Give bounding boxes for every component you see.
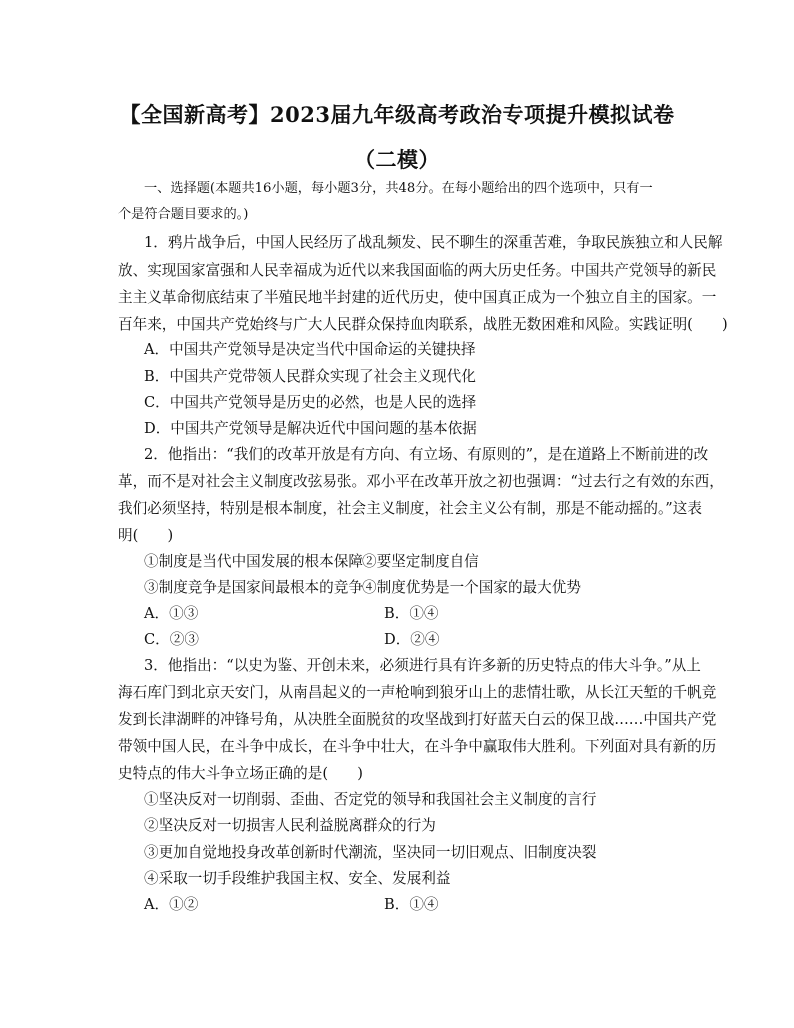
q1-stem-line: 1．鸦片战争后，中国人民经历了战乱频发、民不聊生的深重苦难，争取民族独立和人民解 bbox=[144, 234, 723, 251]
q1-option-a: A．中国共产党领导是决定当代中国命运的关键抉择 bbox=[144, 341, 476, 358]
q3-stem-line: 带领中国人民，在斗争中成长，在斗争中壮大，在斗争中赢取伟大胜利。下列面对具有新的历 bbox=[118, 738, 717, 755]
q2-option-c: C．②③ bbox=[144, 631, 199, 648]
q1-stem-line: 主主义革命彻底结束了半殖民地半封建的近代历史，使中国真正成为一个独立自主的国家。一 bbox=[118, 289, 717, 306]
q1-option-b: B．中国共产党带领人民群众实现了社会主义现代化 bbox=[144, 368, 476, 385]
q3-item-3: ③更加自觉地投身改革创新时代潮流，坚决同一切旧观点、旧制度决裂 bbox=[144, 844, 597, 861]
q2-stem-line: 革，而不是对社会主义制度改弦易张。邓小平在改革开放之初也强调：“过去行之有效的东西， bbox=[118, 473, 724, 490]
q3-stem-line: 发到长津湖畔的冲锋号角，从决胜全面脱贫的攻坚战到打好蓝天白云的保卫战……中国共产党 bbox=[118, 711, 717, 728]
document-title: 【全国新高考】2023届九年级高考政治专项提升模拟试卷 bbox=[119, 102, 675, 127]
section-instructions-cont: 个是符合题目要求的。) bbox=[118, 207, 249, 222]
section-instructions: 一、选择题(本题共16小题，每小题3分，共48分。在每小题给出的四个选项中，只有一 bbox=[144, 181, 653, 196]
q2-option-d: D．②④ bbox=[384, 631, 440, 648]
q3-stem-line: 3．他指出：“以史为鉴、开创未来，必须进行具有许多新的历史特点的伟大斗争。”从上 bbox=[144, 657, 701, 674]
q2-item-1: ①制度是当代中国发展的根本保障 bbox=[144, 553, 363, 570]
q2-item-3: ③制度竞争是国家间最根本的竞争 bbox=[144, 579, 363, 596]
document-subtitle: （二模） bbox=[354, 147, 440, 172]
q3-option-a: A．①② bbox=[144, 896, 199, 913]
q3-stem-line: 史特点的伟大斗争立场正确的是( ) bbox=[118, 765, 363, 782]
q1-stem-line: 放、实现国家富强和人民幸福成为近代以来我国面临的两大历史任务。中国共产党领导的新民 bbox=[118, 262, 717, 279]
q3-item-2: ②坚决反对一切损害人民利益脱离群众的行为 bbox=[144, 817, 436, 834]
q3-stem-line: 海石库门到北京天安门，从南昌起义的一声枪响到狼牙山上的悲情壮歌，从长江天堑的千帆竞 bbox=[118, 684, 717, 701]
q2-stem-line: 2．他指出：“我们的改革开放是有方向、有立场、有原则的”，是在道路上不断前进的改 bbox=[144, 446, 709, 463]
q2-stem-line: 明( ) bbox=[118, 527, 174, 544]
q2-stem-line: 我们必须坚持，特别是根本制度，社会主义制度，社会主义公有制，那是不能动摇的。”这表 bbox=[118, 500, 702, 517]
q2-option-b: B．①④ bbox=[384, 605, 439, 622]
q3-item-1: ①坚决反对一切削弱、歪曲、否定党的领导和我国社会主义制度的言行 bbox=[144, 791, 597, 808]
q3-option-b: B．①④ bbox=[384, 896, 439, 913]
q1-option-c: C．中国共产党领导是历史的必然，也是人民的选择 bbox=[144, 394, 477, 411]
q2-item-4: ④制度优势是一个国家的最大优势 bbox=[362, 579, 581, 596]
q3-item-4: ④采取一切手段维护我国主权、安全、发展利益 bbox=[144, 870, 451, 887]
q1-option-d: D．中国共产党领导是解决近代中国问题的基本依据 bbox=[144, 420, 477, 437]
q1-stem-line: 百年来，中国共产党始终与广大人民群众保持血肉联系，战胜无数困难和风险。实践证明( ) bbox=[118, 316, 728, 333]
q2-item-2: ②要坚定制度自信 bbox=[362, 553, 479, 570]
q2-option-a: A．①③ bbox=[144, 605, 199, 622]
